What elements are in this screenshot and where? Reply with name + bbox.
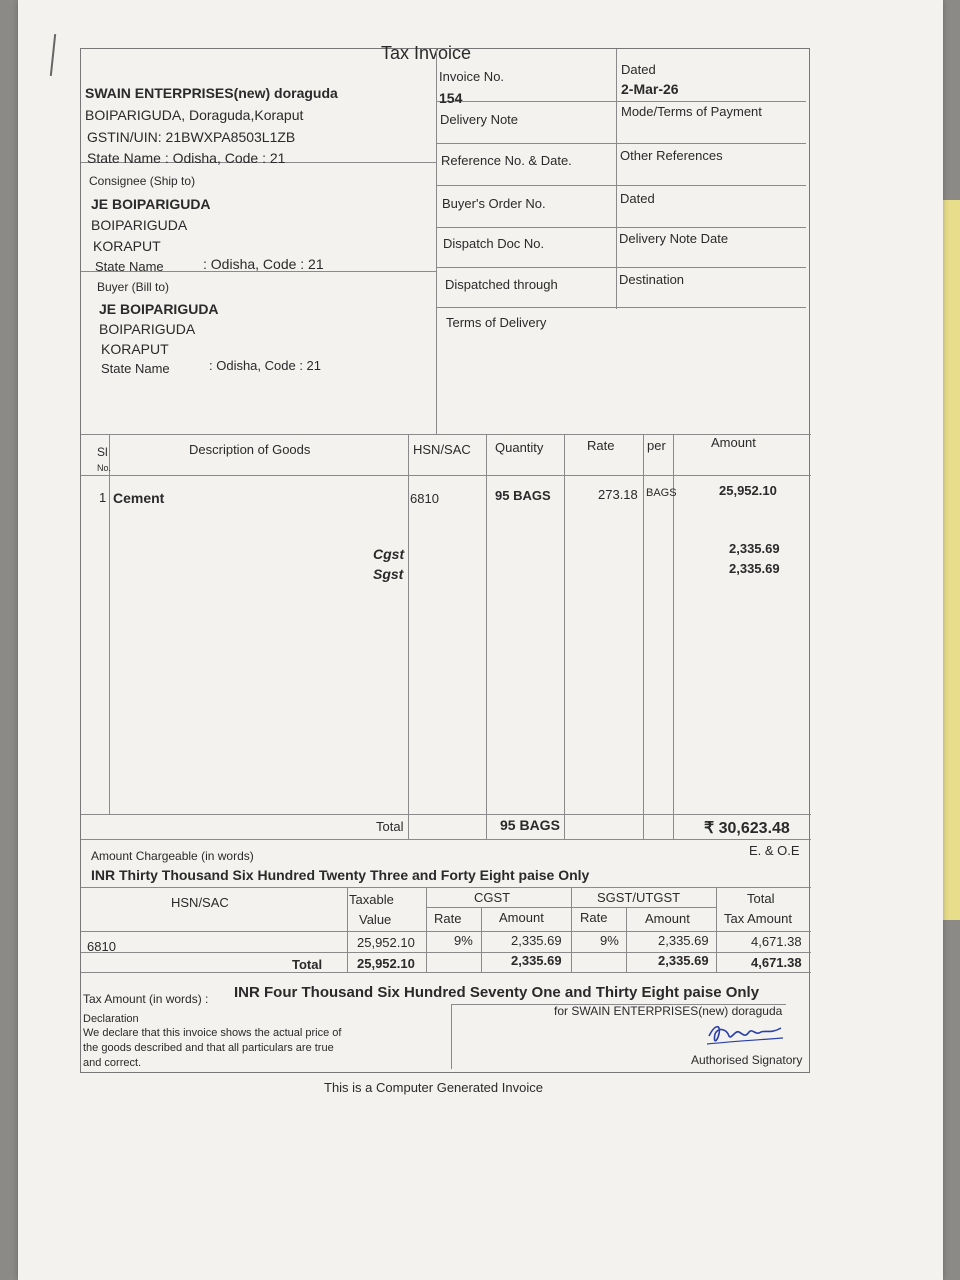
- divider: [451, 1004, 452, 1069]
- grand-total: ₹ 30,623.48: [704, 820, 790, 837]
- consignee-state-value: : Odisha, Code : 21: [203, 256, 324, 272]
- buyer-name: JE BOIPARIGUDA: [99, 301, 219, 317]
- divider: [81, 434, 811, 435]
- header-per: per: [647, 438, 666, 453]
- tax-row-cgst-amount: 2,335.69: [511, 933, 562, 948]
- tax-words-label: Tax Amount (in words) :: [83, 992, 209, 1006]
- divider: [109, 434, 110, 814]
- for-company: for SWAIN ENTERPRISES(new) doraguda: [554, 1004, 783, 1018]
- tax-totals-total: 4,671.38: [751, 955, 802, 970]
- divider: [81, 839, 811, 840]
- eoe-label: E. & O.E: [749, 843, 800, 858]
- invoice-title: Tax Invoice: [381, 43, 472, 63]
- terms-delivery-label: Terms of Delivery: [446, 315, 547, 330]
- header-amount: Amount: [711, 435, 756, 450]
- cgst-label: Cgst: [373, 546, 405, 562]
- item-rate: 273.18: [598, 487, 638, 502]
- buyer-line1: BOIPARIGUDA: [99, 321, 196, 337]
- divider: [436, 307, 806, 308]
- dated-value: 2-Mar-26: [621, 81, 679, 97]
- item-amount: 25,952.10: [719, 483, 777, 498]
- tax-row-total: 4,671.38: [751, 934, 802, 949]
- divider: [571, 887, 572, 972]
- tax-header-sgst-amount: Amount: [645, 911, 690, 926]
- consignee-line1: BOIPARIGUDA: [91, 217, 188, 233]
- tax-header-taxable: Taxable: [349, 892, 394, 907]
- item-description: Cement: [113, 490, 165, 506]
- consignee-label: Consignee (Ship to): [89, 174, 196, 188]
- tax-totals-sgst: 2,335.69: [658, 953, 709, 968]
- buyer-state-value: : Odisha, Code : 21: [209, 358, 322, 373]
- seller-state: State Name : Odisha, Code : 21: [87, 150, 286, 166]
- seller-name: SWAIN ENTERPRISES(new) doraguda: [85, 85, 338, 101]
- mode-terms-label: Mode/Terms of Payment: [621, 104, 762, 119]
- dispatched-through-label: Dispatched through: [445, 277, 558, 292]
- tax-header-sgst-rate: Rate: [580, 910, 608, 925]
- tax-words: INR Four Thousand Six Hundred Seventy One and Thirty Eight paise Only: [234, 984, 760, 1001]
- tax-header-cgst-rate: Rate: [434, 911, 462, 926]
- dispatch-doc-label: Dispatch Doc No.: [443, 236, 545, 251]
- divider: [616, 49, 617, 309]
- header-no: No.: [97, 463, 112, 473]
- divider: [347, 887, 348, 972]
- invoice-no: 154: [439, 90, 463, 106]
- consignee-line2: KORAPUT: [93, 238, 161, 254]
- tax-header-total: Total: [747, 891, 775, 906]
- buyer-line2: KORAPUT: [101, 341, 169, 357]
- delivery-note-label: Delivery Note: [440, 112, 519, 127]
- delivery-note-date-label: Delivery Note Date: [619, 231, 729, 246]
- divider: [564, 434, 565, 839]
- seller-address: BOIPARIGUDA, Doraguda,Koraput: [85, 107, 304, 123]
- tax-header-sgst: SGST/UTGST: [597, 890, 681, 905]
- tax-row-hsn: 6810: [87, 939, 116, 954]
- cgst-amount: 2,335.69: [729, 541, 780, 556]
- other-references-label: Other References: [620, 148, 723, 163]
- divider: [81, 972, 811, 973]
- header-rate: Rate: [587, 438, 615, 453]
- declaration-label: Declaration: [83, 1013, 139, 1025]
- divider: [81, 931, 811, 932]
- tax-header-cgst-amount: Amount: [499, 910, 544, 925]
- seller-gstin: GSTIN/UIN: 21BWXPA8503L1ZB: [87, 129, 296, 145]
- pen-mark: [50, 34, 56, 76]
- header-hsn: HSN/SAC: [413, 442, 471, 457]
- divider: [481, 907, 482, 972]
- tax-row-cgst-rate: 9%: [454, 933, 473, 948]
- tax-row-sgst-amount: 2,335.69: [658, 933, 709, 948]
- declaration-line-3: and correct.: [83, 1057, 142, 1069]
- invoice-frame: [80, 43, 810, 1073]
- divider: [408, 434, 409, 839]
- destination-label: Destination: [619, 272, 685, 287]
- header-sl: Sl: [97, 445, 108, 459]
- tax-row-sgst-rate: 9%: [600, 933, 619, 948]
- divider: [81, 814, 811, 815]
- item-hsn: 6810: [410, 491, 439, 506]
- divider: [426, 887, 427, 972]
- divider: [626, 907, 627, 972]
- declaration-line-2: the goods described and that all particulars are true: [83, 1042, 334, 1054]
- amount-words-label: Amount Chargeable (in words): [91, 849, 254, 863]
- sgst-amount: 2,335.69: [729, 561, 780, 576]
- dated-label: Dated: [621, 62, 656, 77]
- reference-label: Reference No. & Date.: [441, 153, 572, 168]
- item-sl: 1: [99, 490, 107, 505]
- computer-generated-note: This is a Computer Generated Invoice: [324, 1080, 543, 1095]
- divider: [81, 887, 811, 888]
- divider: [436, 101, 806, 102]
- divider: [436, 185, 806, 186]
- sgst-label: Sgst: [373, 566, 404, 582]
- buyer-state-label: State Name: [101, 361, 170, 376]
- divider: [436, 267, 806, 268]
- divider: [436, 49, 437, 434]
- authorised-signatory: Authorised Signatory: [691, 1053, 803, 1067]
- divider: [643, 434, 644, 839]
- header-description: Description of Goods: [189, 442, 311, 457]
- consignee-state-label: State Name: [95, 259, 164, 274]
- invoice-no-label: Invoice No.: [439, 69, 505, 84]
- signature-image: [705, 1020, 785, 1048]
- divider: [436, 143, 806, 144]
- amount-words: INR Thirty Thousand Six Hundred Twenty Three and Forty Eight paise Only: [91, 867, 590, 883]
- header-quantity: Quantity: [495, 440, 544, 455]
- declaration-line-1: We declare that this invoice shows the actual price of: [83, 1027, 342, 1039]
- goods-total-label: Total: [376, 819, 404, 834]
- item-quantity: 95 BAGS: [495, 488, 551, 503]
- dated2-label: Dated: [620, 191, 655, 206]
- item-per: BAGS: [646, 487, 677, 499]
- tax-totals-taxable: 25,952.10: [357, 956, 415, 971]
- tax-row-taxable: 25,952.10: [357, 935, 415, 950]
- tax-header-value: Value: [359, 912, 392, 927]
- consignee-name: JE BOIPARIGUDA: [91, 196, 211, 212]
- tax-header-hsn: HSN/SAC: [171, 895, 229, 910]
- divider: [81, 475, 811, 476]
- divider: [716, 887, 717, 972]
- buyers-order-label: Buyer's Order No.: [442, 196, 546, 211]
- tax-totals-cgst: 2,335.69: [511, 953, 562, 968]
- tax-totals-label: Total: [292, 957, 323, 972]
- divider: [486, 434, 487, 839]
- tax-header-tax-amount: Tax Amount: [724, 911, 792, 926]
- buyer-label: Buyer (Bill to): [97, 280, 170, 294]
- goods-total-quantity: 95 BAGS: [500, 817, 560, 833]
- tax-header-cgst: CGST: [474, 890, 511, 905]
- divider: [436, 227, 806, 228]
